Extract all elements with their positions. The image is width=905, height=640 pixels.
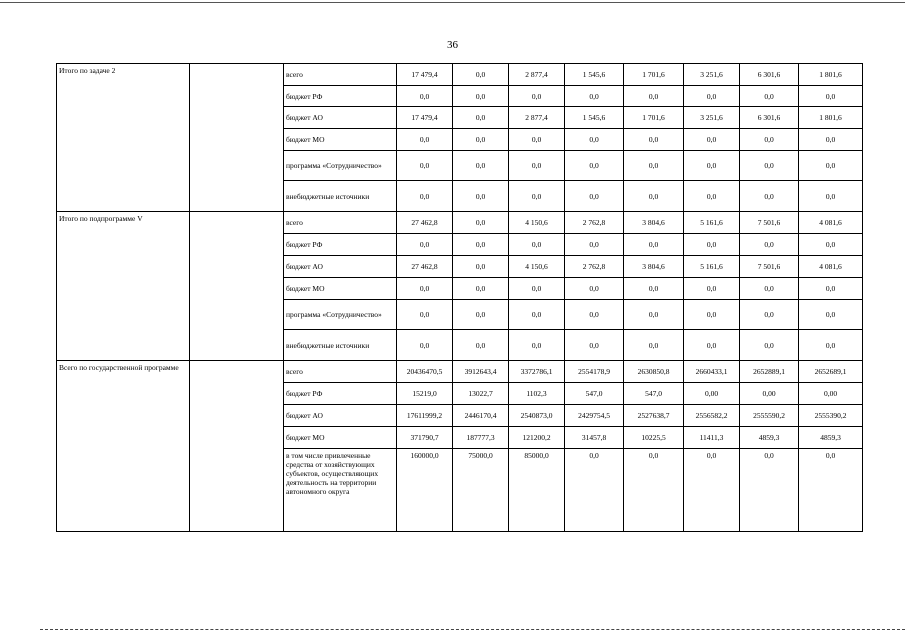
value-cell: 0,0 bbox=[565, 129, 624, 151]
value-cell: 1 801,6 bbox=[799, 64, 863, 86]
value-cell: 0,0 bbox=[624, 278, 684, 300]
value-cell: 0,00 bbox=[684, 383, 740, 405]
value-cell: 2446170,4 bbox=[453, 405, 509, 427]
value-cell: 2652889,1 bbox=[740, 361, 799, 383]
value-cell: 0,0 bbox=[565, 300, 624, 330]
value-cell: 3 251,6 bbox=[684, 64, 740, 86]
value-cell: 0,0 bbox=[565, 234, 624, 256]
value-cell: 3372786,1 bbox=[509, 361, 565, 383]
value-cell: 17611999,2 bbox=[397, 405, 453, 427]
value-cell: 17 479,4 bbox=[397, 64, 453, 86]
value-cell: 0,0 bbox=[624, 330, 684, 361]
value-cell: 0,0 bbox=[799, 129, 863, 151]
value-cell: 0,0 bbox=[565, 151, 624, 181]
value-cell: 7 501,6 bbox=[740, 256, 799, 278]
scan-edge-top bbox=[0, 2, 905, 3]
funding-source: внебюджетные источники bbox=[284, 330, 397, 361]
funding-source: программа «Сотрудничество» bbox=[284, 300, 397, 330]
value-cell: 0,0 bbox=[684, 234, 740, 256]
value-cell: 5 161,6 bbox=[684, 256, 740, 278]
value-cell: 4859,3 bbox=[799, 427, 863, 449]
value-cell: 13022,7 bbox=[453, 383, 509, 405]
value-cell: 187777,3 bbox=[453, 427, 509, 449]
funding-source: бюджет АО bbox=[284, 107, 397, 129]
value-cell: 4 081,6 bbox=[799, 256, 863, 278]
value-cell: 0,0 bbox=[624, 300, 684, 330]
value-cell: 0,0 bbox=[740, 300, 799, 330]
value-cell: 0,0 bbox=[799, 278, 863, 300]
value-cell: 0,00 bbox=[740, 383, 799, 405]
value-cell: 1 701,6 bbox=[624, 107, 684, 129]
value-cell: 0,0 bbox=[397, 234, 453, 256]
value-cell: 0,0 bbox=[453, 212, 509, 234]
funding-source: бюджет АО bbox=[284, 405, 397, 427]
value-cell: 2556582,2 bbox=[684, 405, 740, 427]
value-cell: 1 545,6 bbox=[565, 64, 624, 86]
funding-source: всего bbox=[284, 212, 397, 234]
group-title: Итого по задаче 2 bbox=[57, 64, 190, 212]
value-cell: 2540873,0 bbox=[509, 405, 565, 427]
value-cell: 6 301,6 bbox=[740, 107, 799, 129]
value-cell: 17 479,4 bbox=[397, 107, 453, 129]
value-cell: 0,0 bbox=[624, 86, 684, 107]
value-cell: 0,0 bbox=[453, 129, 509, 151]
value-cell: 0,0 bbox=[453, 181, 509, 212]
value-cell: 1 801,6 bbox=[799, 107, 863, 129]
value-cell: 0,0 bbox=[740, 330, 799, 361]
value-cell: 0,0 bbox=[740, 181, 799, 212]
funding-source: бюджет МО bbox=[284, 427, 397, 449]
value-cell: 0,0 bbox=[740, 449, 799, 532]
value-cell: 0,0 bbox=[509, 181, 565, 212]
table-row bbox=[57, 64, 863, 86]
value-cell: 75000,0 bbox=[453, 449, 509, 532]
value-cell: 371790,7 bbox=[397, 427, 453, 449]
funding-source: бюджет МО bbox=[284, 278, 397, 300]
value-cell: 0,0 bbox=[684, 129, 740, 151]
value-cell: 5 161,6 bbox=[684, 212, 740, 234]
value-cell: 2660433,1 bbox=[684, 361, 740, 383]
value-cell: 0,0 bbox=[509, 129, 565, 151]
empty-cell bbox=[190, 64, 284, 212]
value-cell: 547,0 bbox=[624, 383, 684, 405]
value-cell: 2 877,4 bbox=[509, 64, 565, 86]
value-cell: 0,0 bbox=[397, 151, 453, 181]
value-cell: 4 150,6 bbox=[509, 256, 565, 278]
value-cell: 0,0 bbox=[453, 300, 509, 330]
value-cell: 2555390,2 bbox=[799, 405, 863, 427]
value-cell: 0,0 bbox=[624, 129, 684, 151]
value-cell: 0,0 bbox=[453, 234, 509, 256]
group-title: Итого по подпрограмме V bbox=[57, 212, 190, 361]
value-cell: 0,0 bbox=[397, 300, 453, 330]
value-cell: 15219,0 bbox=[397, 383, 453, 405]
value-cell: 0,0 bbox=[624, 234, 684, 256]
value-cell: 0,0 bbox=[799, 234, 863, 256]
value-cell: 0,0 bbox=[799, 86, 863, 107]
value-cell: 0,0 bbox=[684, 300, 740, 330]
value-cell: 0,0 bbox=[740, 278, 799, 300]
value-cell: 0,0 bbox=[397, 129, 453, 151]
value-cell: 0,0 bbox=[397, 86, 453, 107]
group-title: Всего по государственной программе bbox=[57, 361, 190, 532]
value-cell: 0,0 bbox=[740, 86, 799, 107]
value-cell: 0,0 bbox=[740, 234, 799, 256]
value-cell: 27 462,8 bbox=[397, 256, 453, 278]
value-cell: 0,0 bbox=[509, 330, 565, 361]
value-cell: 0,0 bbox=[453, 330, 509, 361]
value-cell: 0,0 bbox=[565, 449, 624, 532]
value-cell: 1 545,6 bbox=[565, 107, 624, 129]
value-cell: 0,0 bbox=[799, 300, 863, 330]
value-cell: 0,0 bbox=[624, 151, 684, 181]
value-cell: 0,0 bbox=[565, 330, 624, 361]
value-cell: 2 762,8 bbox=[565, 256, 624, 278]
value-cell: 2555590,2 bbox=[740, 405, 799, 427]
value-cell: 0,0 bbox=[453, 64, 509, 86]
value-cell: 4 081,6 bbox=[799, 212, 863, 234]
funding-source: бюджет РФ bbox=[284, 234, 397, 256]
value-cell: 0,0 bbox=[453, 107, 509, 129]
value-cell: 2429754,5 bbox=[565, 405, 624, 427]
value-cell: 0,0 bbox=[740, 129, 799, 151]
value-cell: 4 150,6 bbox=[509, 212, 565, 234]
table-row bbox=[57, 212, 863, 234]
value-cell: 0,0 bbox=[624, 181, 684, 212]
value-cell: 0,0 bbox=[453, 278, 509, 300]
value-cell: 2 877,4 bbox=[509, 107, 565, 129]
budget-table bbox=[56, 63, 863, 532]
value-cell: 547,0 bbox=[565, 383, 624, 405]
value-cell: 6 301,6 bbox=[740, 64, 799, 86]
value-cell: 85000,0 bbox=[509, 449, 565, 532]
table-row bbox=[57, 361, 863, 383]
value-cell: 1102,3 bbox=[509, 383, 565, 405]
value-cell: 2652689,1 bbox=[799, 361, 863, 383]
funding-source: бюджет РФ bbox=[284, 383, 397, 405]
scan-edge-bottom bbox=[40, 629, 905, 630]
funding-source: всего bbox=[284, 361, 397, 383]
value-cell: 0,0 bbox=[684, 449, 740, 532]
value-cell: 27 462,8 bbox=[397, 212, 453, 234]
funding-source: программа «Сотрудничество» bbox=[284, 151, 397, 181]
value-cell: 3 804,6 bbox=[624, 212, 684, 234]
value-cell: 3 251,6 bbox=[684, 107, 740, 129]
empty-cell bbox=[190, 212, 284, 361]
funding-source: в том числе привлеченные средства от хозяйствующих субъектов, осуществляющих деятельность на территории автономного округа bbox=[284, 449, 397, 532]
value-cell: 0,0 bbox=[799, 181, 863, 212]
value-cell: 1 701,6 bbox=[624, 64, 684, 86]
value-cell: 0,0 bbox=[740, 151, 799, 181]
value-cell: 31457,8 bbox=[565, 427, 624, 449]
empty-cell bbox=[190, 361, 284, 532]
value-cell: 160000,0 bbox=[397, 449, 453, 532]
value-cell: 0,0 bbox=[799, 330, 863, 361]
value-cell: 0,0 bbox=[509, 86, 565, 107]
value-cell: 3912643,4 bbox=[453, 361, 509, 383]
page-number: 36 bbox=[447, 39, 458, 51]
value-cell: 0,0 bbox=[799, 151, 863, 181]
value-cell: 0,0 bbox=[453, 86, 509, 107]
value-cell: 0,0 bbox=[509, 278, 565, 300]
value-cell: 7 501,6 bbox=[740, 212, 799, 234]
value-cell: 4859,3 bbox=[740, 427, 799, 449]
value-cell: 0,0 bbox=[453, 256, 509, 278]
value-cell: 0,0 bbox=[509, 300, 565, 330]
funding-source: бюджет МО bbox=[284, 129, 397, 151]
value-cell: 0,0 bbox=[397, 181, 453, 212]
value-cell: 0,0 bbox=[684, 330, 740, 361]
value-cell: 3 804,6 bbox=[624, 256, 684, 278]
value-cell: 0,0 bbox=[684, 278, 740, 300]
value-cell: 2 762,8 bbox=[565, 212, 624, 234]
value-cell: 0,0 bbox=[684, 151, 740, 181]
value-cell: 10225,5 bbox=[624, 427, 684, 449]
value-cell: 0,0 bbox=[565, 181, 624, 212]
value-cell: 11411,3 bbox=[684, 427, 740, 449]
funding-source: внебюджетные источники bbox=[284, 181, 397, 212]
value-cell: 0,0 bbox=[509, 151, 565, 181]
value-cell: 0,0 bbox=[565, 278, 624, 300]
value-cell: 0,0 bbox=[799, 449, 863, 532]
value-cell: 2630850,8 bbox=[624, 361, 684, 383]
value-cell: 0,0 bbox=[565, 86, 624, 107]
funding-source: бюджет РФ bbox=[284, 86, 397, 107]
funding-source: бюджет АО bbox=[284, 256, 397, 278]
value-cell: 2527638,7 bbox=[624, 405, 684, 427]
value-cell: 0,0 bbox=[624, 449, 684, 532]
value-cell: 0,0 bbox=[453, 151, 509, 181]
value-cell: 0,0 bbox=[397, 330, 453, 361]
value-cell: 20436470,5 bbox=[397, 361, 453, 383]
value-cell: 0,0 bbox=[509, 234, 565, 256]
value-cell: 0,0 bbox=[684, 86, 740, 107]
value-cell: 121200,2 bbox=[509, 427, 565, 449]
funding-source: всего bbox=[284, 64, 397, 86]
value-cell: 0,0 bbox=[397, 278, 453, 300]
value-cell: 0,00 bbox=[799, 383, 863, 405]
value-cell: 2554178,9 bbox=[565, 361, 624, 383]
value-cell: 0,0 bbox=[684, 181, 740, 212]
